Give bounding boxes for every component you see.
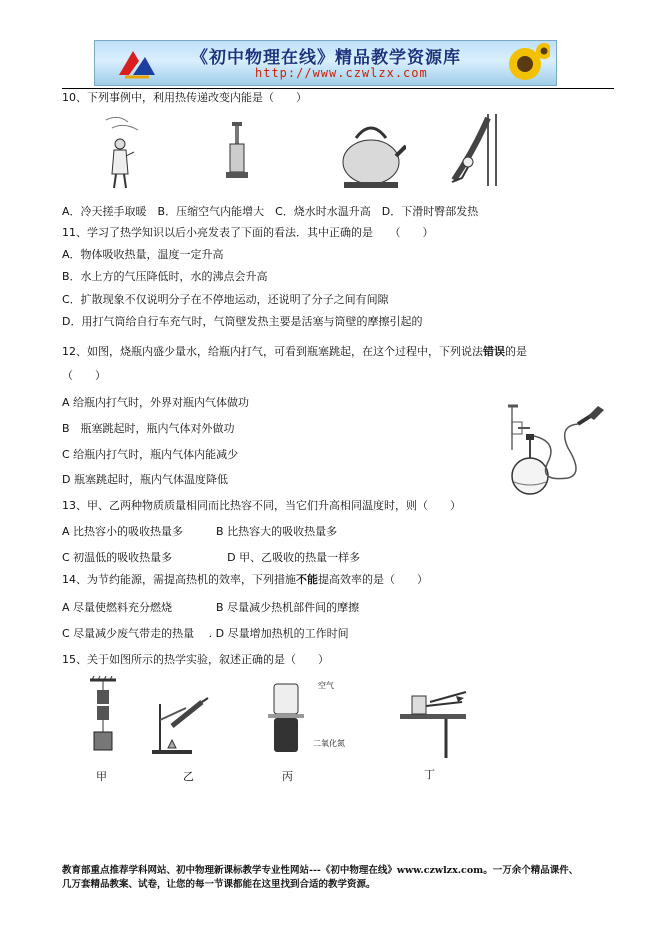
q12-option-d: D 瓶塞跳起时，瓶内气体温度降低 [62, 473, 228, 486]
q14-options-ab: A 尽量使燃料充分燃烧 B 尽量减少热机部件间的摩擦 [62, 601, 360, 614]
q14-stem [62, 573, 428, 587]
q14-options-cd: C 尽量减少废气带走的热量 . D 尽量增加热机的工作时间 [62, 627, 349, 640]
q12-figure-flask-pump [488, 402, 606, 500]
q12-stem-pre: 12、如图，烧瓶内盛少量水，给瓶内打气，可看到瓶塞跳起，在这个过程中，下列说法 [62, 345, 483, 358]
footer-line-1: 教育部重点推荐学科网站、初中物理新课标教学专业性网站---《初中物理在线》www.czwlzx.com。一万余个精品课件、 [62, 865, 579, 876]
q10-stem: 10、下列事例中，利用热传递改变内能是（ ） [62, 91, 307, 104]
q15-caption-ding: 丁 [424, 768, 435, 781]
q12-stem [62, 345, 527, 359]
q11-option-c: C．扩散现象不仅说明分子在不停地运动，还说明了分子之间有间隙 [62, 293, 389, 306]
q14-stem-bold: 不能 [296, 573, 318, 586]
footer-line-2: 几万套精品教案、试卷，让您的每一节课都能在这里找到合适的教学资源。 [62, 879, 376, 890]
q12-option-c: C 给瓶内打气时，瓶内气体内能减少 [62, 448, 239, 461]
q10-figure-air-compressor [222, 118, 252, 184]
header-banner [94, 40, 557, 86]
q10-options: A．冷天搓手取暖 B．压缩空气内能增大 C．烧水时水温升高 D．下滑时臀部发热 [62, 205, 479, 218]
q12-option-a: A 给瓶内打气时，外界对瓶内气体做功 [62, 396, 250, 409]
q15-figure-ding-syringe [386, 688, 468, 760]
q13-stem: 13、甲、乙两种物质质量相同而比热容不同，当它们升高相同温度时，则（ ） [62, 499, 461, 512]
q15-caption-jia: 甲 [96, 770, 107, 783]
q15-figure-jia-lead-blocks [88, 676, 118, 760]
q12-stem-bold: 错误 [483, 345, 505, 358]
q10-figure-slide [444, 110, 498, 188]
q15-label-air: 空气 [318, 681, 334, 690]
q14-stem-pre: 14、为节约能源，需提高热机的效率，下列措施 [62, 573, 296, 586]
q15-caption-bing: 丙 [282, 770, 293, 783]
sunflower-image [500, 43, 550, 85]
header-url[interactable]: http://www.czwlzx.com [255, 66, 428, 80]
q11-option-d: D．用打气筒给自行车充气时，气筒壁发热主要是活塞与筒壁的摩擦引起的 [62, 315, 423, 328]
q12-paren: （ ） [62, 369, 106, 382]
q15-label-no2: 二氧化氮 [313, 739, 345, 748]
q15-stem: 15、关于如图所示的热学实验，叙述正确的是（ ） [62, 653, 329, 666]
header-title: 《初中物理在线》精品教学资源库 [191, 48, 461, 68]
site-logo [115, 47, 159, 79]
q11-stem: 11、学习了热学知识以后小亮发表了下面的看法．其中正确的是 （ ） [62, 226, 434, 239]
q14-stem-post: 提高效率的是（ ） [318, 573, 428, 586]
q12-option-b: B 瓶塞跳起时，瓶内气体对外做功 [62, 422, 235, 435]
q13-options-cd: C 初温低的吸收热量多 D 甲、乙吸收的热量一样多 [62, 551, 361, 564]
q11-option-b: B．水上方的气压降低时，水的沸点会升高 [62, 270, 268, 283]
q15-caption-yi: 乙 [183, 770, 194, 783]
q10-figure-rubbing-hands [98, 112, 148, 190]
q15-figure-yi-test-tube [146, 690, 212, 756]
q12-stem-post: 的是 [505, 345, 527, 358]
header-rule [62, 88, 614, 89]
q11-option-a: A．物体吸收热量，温度一定升高 [62, 248, 224, 261]
q13-options-ab: A 比热容小的吸收热量多 B 比热容大的吸收热量多 [62, 525, 338, 538]
q15-figure-bing-gas-jars [264, 680, 316, 758]
q10-figure-kettle [336, 118, 406, 190]
